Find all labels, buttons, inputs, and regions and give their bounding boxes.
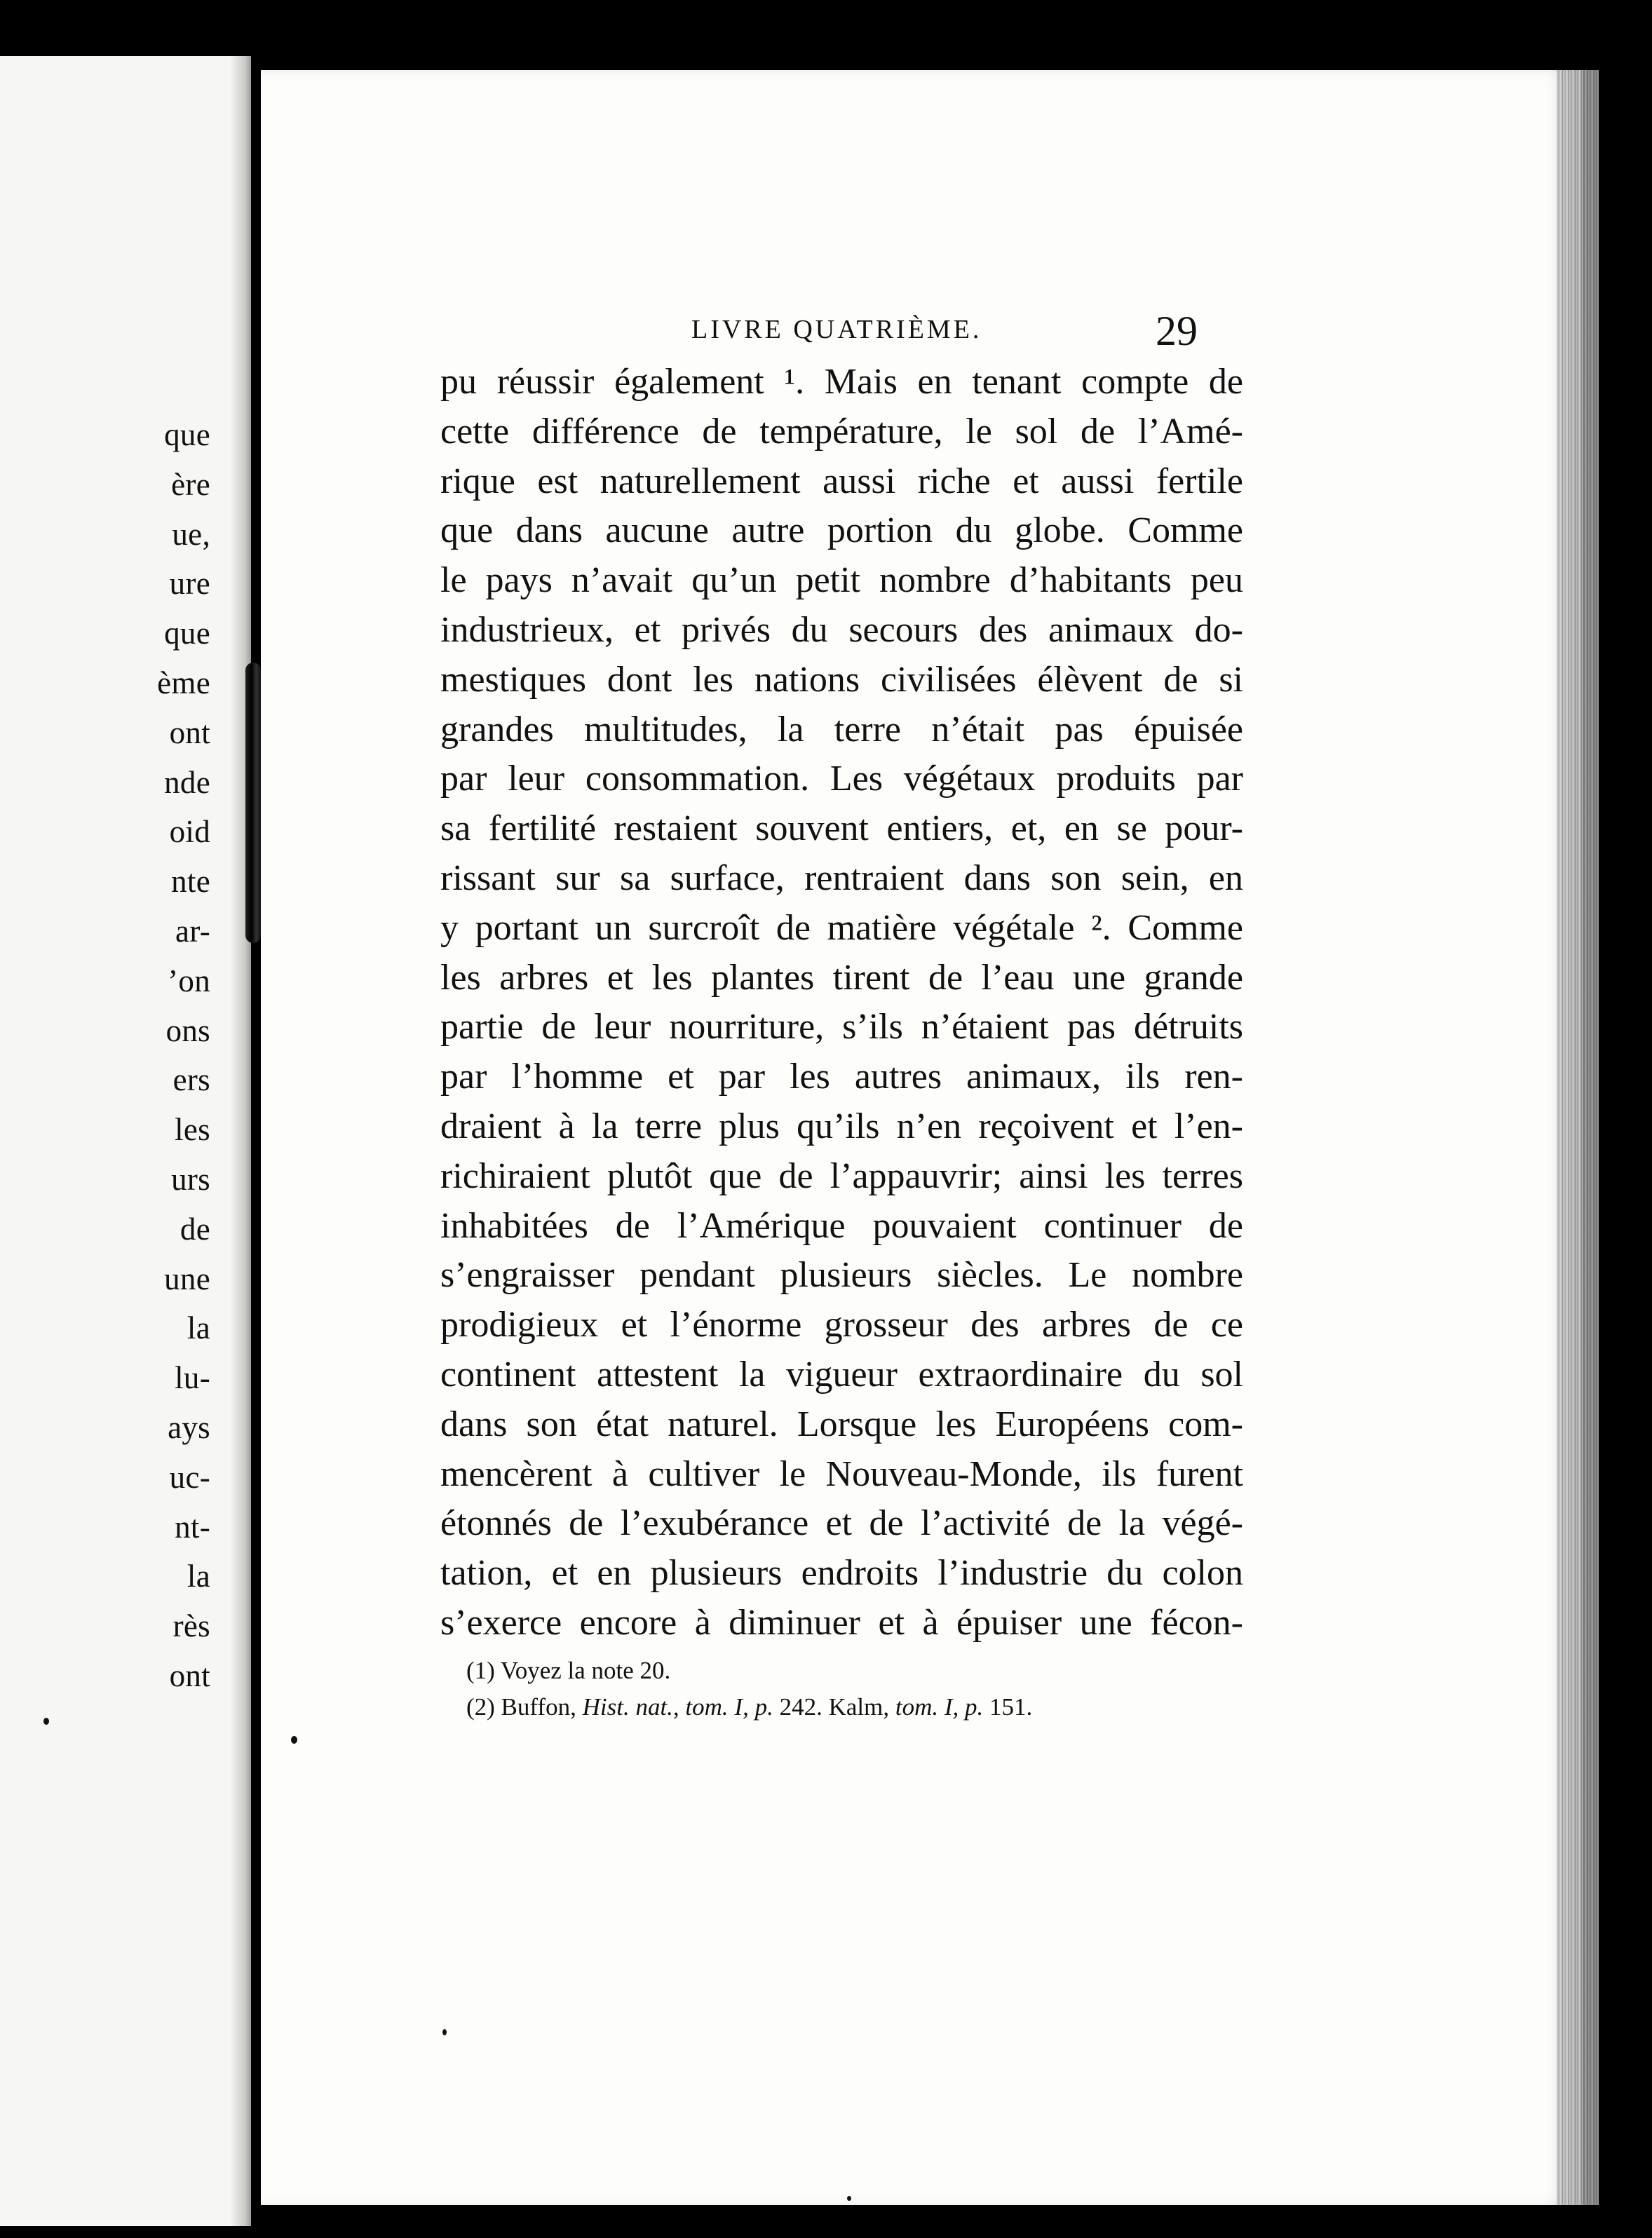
left-fragment: ont (169, 1657, 210, 1693)
page-number: 29 (1156, 308, 1198, 354)
left-fragment: que (164, 417, 210, 452)
gutter-shadow (230, 56, 264, 2226)
footnote-2-end: 151. (983, 1693, 1033, 1721)
running-head: LIVRE QUATRIÈME. (691, 315, 982, 344)
text-line: inhabitées de l’Amérique pouvaient continuer de (440, 1205, 1243, 1246)
left-fragment: ont (169, 714, 210, 750)
left-fragment: la (187, 1310, 210, 1346)
text-line: par leur consommation. Les végétaux produits par (440, 759, 1243, 799)
footnote-1: (1) Voyez la note 20. (466, 1657, 671, 1684)
left-fragment: oid (169, 814, 210, 850)
footnote-2-author: (2) Buffon, (466, 1693, 583, 1721)
left-fragment: la (187, 1559, 210, 1594)
left-page-text-fragments (0, 410, 210, 1701)
text-line: tation, et en plusieurs endroits l’industrie du colon (440, 1553, 1243, 1594)
text-line: rissant sur sa surface, rentraient dans son sein, en (440, 857, 1243, 898)
left-fragment: que (164, 616, 210, 651)
left-fragment: ème (157, 665, 210, 700)
left-fragment: ar- (175, 913, 210, 949)
left-fragment: urs (171, 1161, 210, 1197)
text-line: prodigieux et l’énorme grosseur des arbres de ce (440, 1305, 1243, 1345)
body-text (440, 358, 1243, 1648)
text-line: rique est naturellement aussi riche et aussi fertile (440, 461, 1243, 501)
left-fragment: les (175, 1112, 210, 1148)
text-line: partie de leur nourriture, s’ils n’étaient pas détruits (440, 1007, 1243, 1047)
left-fragment: nde (164, 764, 210, 800)
text-line: cette différence de température, le sol de l’Amé- (440, 411, 1243, 452)
dust-speck (43, 1718, 49, 1725)
left-page (0, 56, 251, 2226)
text-line: que dans aucune autre portion du globe. Comme (440, 510, 1243, 551)
dust-speck (291, 1736, 297, 1744)
text-line: pu réussir également ¹. Mais en tenant compte de (440, 362, 1243, 402)
text-line: les arbres et les plantes tirent de l’eau une grande (440, 957, 1243, 998)
text-line: par l’homme et par les autres animaux, ils ren- (440, 1057, 1243, 1097)
text-line: dans son état naturel. Lorsque les Européens com- (440, 1404, 1243, 1444)
text-line: s’exerce encore à diminuer et à épuiser une fécon- (440, 1602, 1243, 1643)
footnotes (466, 1653, 1238, 1725)
text-line: continent attestent la vigueur extraordinaire du sol (440, 1354, 1243, 1395)
dust-speck (442, 2029, 447, 2035)
left-fragment: une (164, 1261, 210, 1296)
left-fragment: ure (169, 566, 210, 602)
text-line: le pays n’avait qu’un petit nombre d’habitants peu (440, 560, 1243, 601)
text-line: s’engraisser pendant plusieurs siècles. Le nombre (440, 1255, 1243, 1296)
text-line: y portant un surcroît de matière végétale ². Comme (440, 907, 1243, 948)
left-fragment: lu- (175, 1360, 210, 1396)
text-line: draient à la terre plus qu’ils n’en reçoivent et l’en- (440, 1106, 1243, 1146)
text-line: mestiques dont les nations civilisées élèvent de si (440, 659, 1243, 700)
left-fragment: ue, (172, 516, 210, 552)
footnote-2-ref: tom. I, p. (895, 1693, 984, 1721)
left-fragment: de (180, 1211, 210, 1247)
footnote-2-page: 242. Kalm, (773, 1693, 895, 1721)
text-line: industrieux, et privés du secours des animaux do- (440, 609, 1243, 650)
left-fragment: rès (172, 1608, 210, 1644)
page-edge-stack (1557, 70, 1599, 2205)
text-line: richiraient plutôt que de l’appauvrir; ainsi les terres (440, 1155, 1243, 1196)
footnote-2-work: Hist. nat., tom. I, p. (582, 1693, 773, 1721)
left-fragment: nte (171, 864, 210, 900)
left-fragment: nt- (175, 1509, 210, 1545)
text-line: étonnés de l’exubérance et de l’activité de la végé- (440, 1503, 1243, 1544)
text-line: mencèrent à cultiver le Nouveau-Monde, ils furent (440, 1453, 1243, 1494)
left-fragment: ère (171, 466, 210, 502)
binding-crease (245, 663, 261, 943)
footnote-2 (466, 1689, 1238, 1725)
left-fragment: uc- (169, 1459, 210, 1495)
dust-speck (847, 2196, 851, 2201)
text-line: grandes multitudes, la terre n’était pas épuisée (440, 709, 1243, 750)
left-fragment: ons (165, 1012, 210, 1048)
text-line: sa fertilité restaient souvent entiers, et, en se pour- (440, 808, 1243, 849)
left-fragment: ers (172, 1062, 210, 1098)
left-fragment: ays (168, 1409, 210, 1445)
left-fragment: ’on (168, 963, 210, 998)
